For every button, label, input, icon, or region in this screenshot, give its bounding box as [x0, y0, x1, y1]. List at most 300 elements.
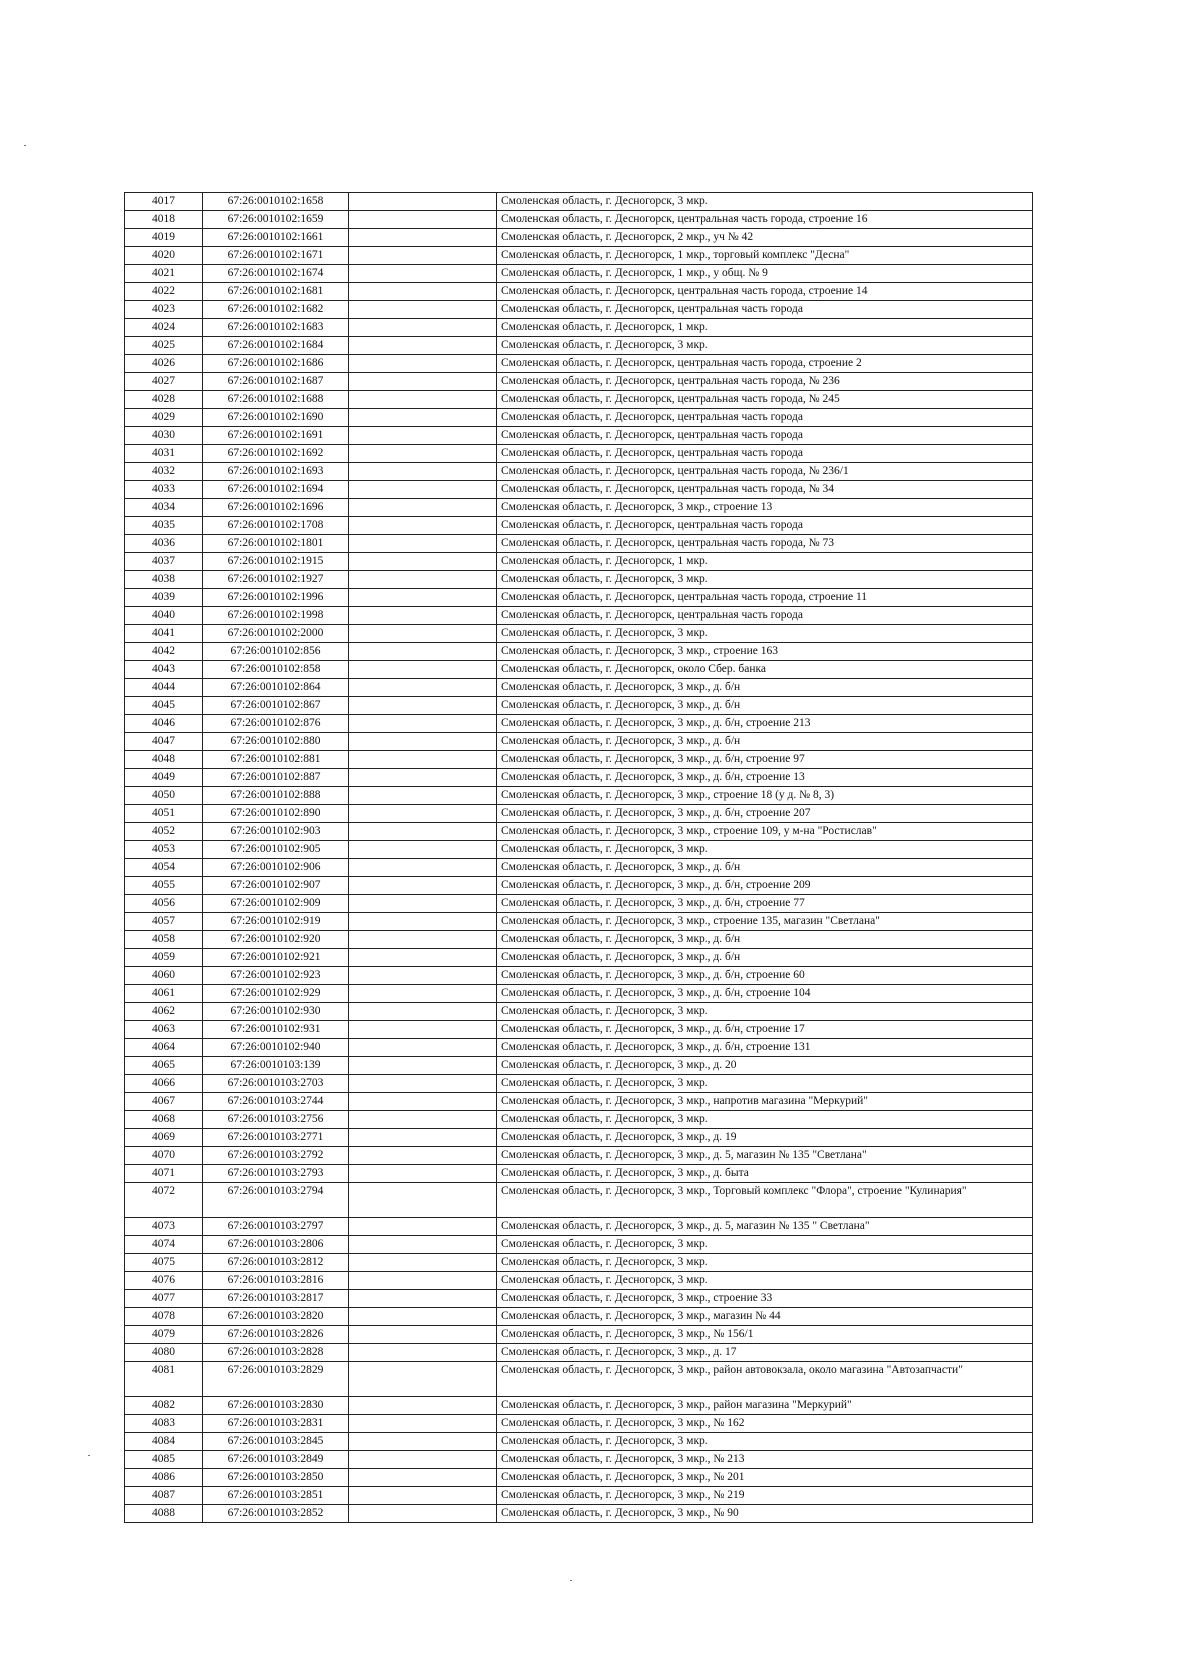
cadastral-number: 67:26:0010102:909: [203, 895, 349, 913]
address: Смоленская область, г. Десногорск, 3 мкр.: [497, 1111, 1033, 1129]
row-number: 4078: [125, 1308, 203, 1326]
table-row: [125, 985, 1033, 1003]
cadastral-number: 67:26:0010103:2797: [203, 1218, 349, 1236]
cadastral-number: 67:26:0010102:931: [203, 1021, 349, 1039]
cadastral-number: 67:26:0010102:888: [203, 787, 349, 805]
row-number: 4082: [125, 1397, 203, 1415]
row-number: 4035: [125, 517, 203, 535]
row-number: 4056: [125, 895, 203, 913]
address: Смоленская область, г. Десногорск, центральная часть города, № 73: [497, 535, 1033, 553]
address: Смоленская область, г. Десногорск, 3 мкр., № 213: [497, 1451, 1033, 1469]
empty-cell: [349, 1469, 497, 1487]
table-row: [125, 553, 1033, 571]
empty-cell: [349, 859, 497, 877]
row-number: 4086: [125, 1469, 203, 1487]
table-row: [125, 427, 1033, 445]
address: Смоленская область, г. Десногорск, центральная часть города, № 236/1: [497, 463, 1033, 481]
row-number: 4050: [125, 787, 203, 805]
cadastral-number: 67:26:0010103:2744: [203, 1093, 349, 1111]
empty-cell: [349, 409, 497, 427]
table-row: [125, 859, 1033, 877]
address: Смоленская область, г. Десногорск, 3 мкр.: [497, 1003, 1033, 1021]
cadastral-number: 67:26:0010103:2826: [203, 1326, 349, 1344]
cadastral-number: 67:26:0010102:1658: [203, 193, 349, 211]
row-number: 4053: [125, 841, 203, 859]
empty-cell: [349, 643, 497, 661]
cadastral-number: 67:26:0010102:856: [203, 643, 349, 661]
row-number: 4037: [125, 553, 203, 571]
row-number: 4080: [125, 1344, 203, 1362]
address: Смоленская область, г. Десногорск, около Сбер. банка: [497, 661, 1033, 679]
row-number: 4062: [125, 1003, 203, 1021]
address: Смоленская область, г. Десногорск, 3 мкр., д. б/н, строение 131: [497, 1039, 1033, 1057]
row-number: 4019: [125, 229, 203, 247]
table-row: [125, 211, 1033, 229]
address: Смоленская область, г. Десногорск, центральная часть города, № 236: [497, 373, 1033, 391]
cadastral-number: 67:26:0010102:1927: [203, 571, 349, 589]
row-number: 4087: [125, 1487, 203, 1505]
address: Смоленская область, г. Десногорск, 3 мкр.: [497, 1272, 1033, 1290]
address: Смоленская область, г. Десногорск, 3 мкр., д. б/н: [497, 697, 1033, 715]
empty-cell: [349, 499, 497, 517]
cadastral-number: 67:26:0010102:923: [203, 967, 349, 985]
table-row: [125, 1129, 1033, 1147]
cadastral-number: 67:26:0010103:2771: [203, 1129, 349, 1147]
address: Смоленская область, г. Десногорск, 3 мкр., магазин № 44: [497, 1308, 1033, 1326]
table-row: [125, 1290, 1033, 1308]
row-number: 4020: [125, 247, 203, 265]
table-row: [125, 1147, 1033, 1165]
table-row: [125, 625, 1033, 643]
empty-cell: [349, 247, 497, 265]
empty-cell: [349, 1111, 497, 1129]
row-number: 4028: [125, 391, 203, 409]
empty-cell: [349, 553, 497, 571]
cadastral-number: 67:26:0010103:2794: [203, 1183, 349, 1218]
cadastral-number: 67:26:0010102:887: [203, 769, 349, 787]
table-row: [125, 589, 1033, 607]
cadastral-number: 67:26:0010102:876: [203, 715, 349, 733]
empty-cell: [349, 1362, 497, 1397]
empty-cell: [349, 301, 497, 319]
row-number: 4067: [125, 1093, 203, 1111]
empty-cell: [349, 715, 497, 733]
row-number: 4055: [125, 877, 203, 895]
empty-cell: [349, 211, 497, 229]
scan-speck: [570, 1580, 572, 1581]
address: Смоленская область, г. Десногорск, 3 мкр., Торговый комплекс "Флора", строение "Кулинария": [497, 1183, 1033, 1218]
row-number: 4083: [125, 1415, 203, 1433]
table-row: [125, 409, 1033, 427]
cadastral-number: 67:26:0010102:1671: [203, 247, 349, 265]
empty-cell: [349, 949, 497, 967]
address: Смоленская область, г. Десногорск, 3 мкр., район магазина "Меркурий": [497, 1397, 1033, 1415]
cadastral-number: 67:26:0010103:2852: [203, 1505, 349, 1523]
address: Смоленская область, г. Десногорск, 3 мкр.: [497, 193, 1033, 211]
empty-cell: [349, 625, 497, 643]
row-number: 4038: [125, 571, 203, 589]
row-number: 4054: [125, 859, 203, 877]
cadastral-number: 67:26:0010102:1690: [203, 409, 349, 427]
address: Смоленская область, г. Десногорск, центральная часть города: [497, 427, 1033, 445]
cadastral-number: 67:26:0010102:930: [203, 1003, 349, 1021]
row-number: 4029: [125, 409, 203, 427]
empty-cell: [349, 1272, 497, 1290]
address: Смоленская область, г. Десногорск, 3 мкр., д. б/н, строение 60: [497, 967, 1033, 985]
empty-cell: [349, 913, 497, 931]
row-number: 4023: [125, 301, 203, 319]
cadastral-number: 67:26:0010103:2830: [203, 1397, 349, 1415]
row-number: 4085: [125, 1451, 203, 1469]
empty-cell: [349, 733, 497, 751]
row-number: 4064: [125, 1039, 203, 1057]
row-number: 4033: [125, 481, 203, 499]
empty-cell: [349, 895, 497, 913]
cadastral-number: 67:26:0010102:1708: [203, 517, 349, 535]
cadastral-number: 67:26:0010102:920: [203, 931, 349, 949]
table-row: [125, 373, 1033, 391]
table-row: [125, 1344, 1033, 1362]
row-number: 4039: [125, 589, 203, 607]
address: Смоленская область, г. Десногорск, 3 мкр., д. б/н, строение 17: [497, 1021, 1033, 1039]
address: Смоленская область, г. Десногорск, 3 мкр., д. 5, магазин № 135 " Светлана": [497, 1218, 1033, 1236]
table-row: [125, 895, 1033, 913]
table-row: [125, 643, 1033, 661]
cadastral-number: 67:26:0010103:2793: [203, 1165, 349, 1183]
cadastral-number: 67:26:0010102:881: [203, 751, 349, 769]
empty-cell: [349, 1254, 497, 1272]
registry-body: [125, 193, 1033, 1523]
empty-cell: [349, 679, 497, 697]
table-row: [125, 445, 1033, 463]
cadastral-number: 67:26:0010102:940: [203, 1039, 349, 1057]
empty-cell: [349, 751, 497, 769]
cadastral-number: 67:26:0010102:1684: [203, 337, 349, 355]
cadastral-number: 67:26:0010102:906: [203, 859, 349, 877]
table-row: [125, 805, 1033, 823]
row-number: 4068: [125, 1111, 203, 1129]
table-row: [125, 823, 1033, 841]
address: Смоленская область, г. Десногорск, 3 мкр., д. б/н, строение 104: [497, 985, 1033, 1003]
row-number: 4049: [125, 769, 203, 787]
table-row: [125, 301, 1033, 319]
empty-cell: [349, 823, 497, 841]
table-row: [125, 337, 1033, 355]
address: Смоленская область, г. Десногорск, центральная часть города: [497, 409, 1033, 427]
empty-cell: [349, 697, 497, 715]
row-number: 4034: [125, 499, 203, 517]
cadastral-number: 67:26:0010102:1692: [203, 445, 349, 463]
table-row: [125, 877, 1033, 895]
address: Смоленская область, г. Десногорск, 3 мкр., д. б/н, строение 207: [497, 805, 1033, 823]
address: Смоленская область, г. Десногорск, 3 мкр.: [497, 841, 1033, 859]
row-number: 4063: [125, 1021, 203, 1039]
row-number: 4065: [125, 1057, 203, 1075]
row-number: 4025: [125, 337, 203, 355]
row-number: 4079: [125, 1326, 203, 1344]
address: Смоленская область, г. Десногорск, 3 мкр., строение 18 (у д. № 8, 3): [497, 787, 1033, 805]
empty-cell: [349, 1021, 497, 1039]
row-number: 4084: [125, 1433, 203, 1451]
table-row: [125, 1415, 1033, 1433]
address: Смоленская область, г. Десногорск, 3 мкр.: [497, 337, 1033, 355]
cadastral-number: 67:26:0010102:907: [203, 877, 349, 895]
row-number: 4073: [125, 1218, 203, 1236]
registry-table: [124, 192, 1033, 1523]
address: Смоленская область, г. Десногорск, 3 мкр., строение 163: [497, 643, 1033, 661]
table-row: [125, 229, 1033, 247]
empty-cell: [349, 1397, 497, 1415]
cadastral-number: 67:26:0010103:2806: [203, 1236, 349, 1254]
address: Смоленская область, г. Десногорск, 3 мкр., д. б/н, строение 209: [497, 877, 1033, 895]
row-number: 4045: [125, 697, 203, 715]
address: Смоленская область, г. Десногорск, центральная часть города, строение 14: [497, 283, 1033, 301]
table-row: [125, 535, 1033, 553]
row-number: 4069: [125, 1129, 203, 1147]
empty-cell: [349, 931, 497, 949]
cadastral-number: 67:26:0010102:1996: [203, 589, 349, 607]
cadastral-number: 67:26:0010102:1683: [203, 319, 349, 337]
cadastral-number: 67:26:0010103:2849: [203, 1451, 349, 1469]
cadastral-number: 67:26:0010103:2851: [203, 1487, 349, 1505]
empty-cell: [349, 589, 497, 607]
empty-cell: [349, 841, 497, 859]
table-row: [125, 607, 1033, 625]
address: Смоленская область, г. Десногорск, 3 мкр., д. 19: [497, 1129, 1033, 1147]
cadastral-number: 67:26:0010102:867: [203, 697, 349, 715]
address: Смоленская область, г. Десногорск, 1 мкр., торговый комплекс "Десна": [497, 247, 1033, 265]
address: Смоленская область, г. Десногорск, центральная часть города, строение 2: [497, 355, 1033, 373]
cadastral-number: 67:26:0010102:1801: [203, 535, 349, 553]
cadastral-number: 67:26:0010102:1661: [203, 229, 349, 247]
empty-cell: [349, 1039, 497, 1057]
table-row: [125, 1326, 1033, 1344]
table-row: [125, 1165, 1033, 1183]
row-number: 4022: [125, 283, 203, 301]
row-number: 4075: [125, 1254, 203, 1272]
table-row: [125, 787, 1033, 805]
table-row: [125, 751, 1033, 769]
empty-cell: [349, 337, 497, 355]
address: Смоленская область, г. Десногорск, 1 мкр., у общ. № 9: [497, 265, 1033, 283]
cadastral-number: 67:26:0010102:1998: [203, 607, 349, 625]
empty-cell: [349, 661, 497, 679]
cadastral-number: 67:26:0010103:2756: [203, 1111, 349, 1129]
table-row: [125, 1075, 1033, 1093]
table-row: [125, 1308, 1033, 1326]
empty-cell: [349, 445, 497, 463]
empty-cell: [349, 787, 497, 805]
address: Смоленская область, г. Десногорск, центральная часть города, строение 11: [497, 589, 1033, 607]
row-number: 4043: [125, 661, 203, 679]
cadastral-number: 67:26:0010103:2703: [203, 1075, 349, 1093]
row-number: 4041: [125, 625, 203, 643]
empty-cell: [349, 1129, 497, 1147]
address: Смоленская область, г. Десногорск, центральная часть города, № 245: [497, 391, 1033, 409]
address: Смоленская область, г. Десногорск, 3 мкр., д. б/н: [497, 931, 1033, 949]
row-number: 4031: [125, 445, 203, 463]
table-row: [125, 247, 1033, 265]
cadastral-number: 67:26:0010102:1681: [203, 283, 349, 301]
cadastral-number: 67:26:0010103:2820: [203, 1308, 349, 1326]
row-number: 4059: [125, 949, 203, 967]
table-row: [125, 1021, 1033, 1039]
empty-cell: [349, 355, 497, 373]
row-number: 4027: [125, 373, 203, 391]
table-row: [125, 283, 1033, 301]
empty-cell: [349, 1183, 497, 1218]
empty-cell: [349, 1147, 497, 1165]
cadastral-number: 67:26:0010102:1682: [203, 301, 349, 319]
address: Смоленская область, г. Десногорск, 3 мкр.: [497, 571, 1033, 589]
row-number: 4077: [125, 1290, 203, 1308]
address: Смоленская область, г. Десногорск, 3 мкр., строение 33: [497, 1290, 1033, 1308]
address: Смоленская область, г. Десногорск, 3 мкр.: [497, 625, 1033, 643]
table-row: [125, 1505, 1033, 1523]
empty-cell: [349, 1165, 497, 1183]
address: Смоленская область, г. Десногорск, 3 мкр.: [497, 1075, 1033, 1093]
cadastral-number: 67:26:0010102:1691: [203, 427, 349, 445]
address: Смоленская область, г. Десногорск, 3 мкр., д. б/н: [497, 733, 1033, 751]
empty-cell: [349, 1505, 497, 1523]
table-row: [125, 1254, 1033, 1272]
table-row: [125, 1111, 1033, 1129]
table-row: [125, 913, 1033, 931]
row-number: 4021: [125, 265, 203, 283]
empty-cell: [349, 265, 497, 283]
table-row: [125, 463, 1033, 481]
row-number: 4036: [125, 535, 203, 553]
table-row: [125, 265, 1033, 283]
cadastral-number: 67:26:0010102:1686: [203, 355, 349, 373]
row-number: 4057: [125, 913, 203, 931]
cadastral-number: 67:26:0010103:2828: [203, 1344, 349, 1362]
table-row: [125, 1451, 1033, 1469]
address: Смоленская область, г. Десногорск, центральная часть города, № 34: [497, 481, 1033, 499]
address: Смоленская область, г. Десногорск, 3 мкр., № 219: [497, 1487, 1033, 1505]
address: Смоленская область, г. Десногорск, 3 мкр., д. 5, магазин № 135 "Светлана": [497, 1147, 1033, 1165]
row-number: 4060: [125, 967, 203, 985]
table-row: [125, 1093, 1033, 1111]
table-row: [125, 1183, 1033, 1218]
row-number: 4017: [125, 193, 203, 211]
cadastral-number: 67:26:0010102:2000: [203, 625, 349, 643]
row-number: 4042: [125, 643, 203, 661]
table-row: [125, 1433, 1033, 1451]
empty-cell: [349, 805, 497, 823]
row-number: 4052: [125, 823, 203, 841]
empty-cell: [349, 229, 497, 247]
row-number: 4074: [125, 1236, 203, 1254]
table-row: [125, 679, 1033, 697]
table-row: [125, 1362, 1033, 1397]
table-row: [125, 1272, 1033, 1290]
empty-cell: [349, 985, 497, 1003]
row-number: 4058: [125, 931, 203, 949]
address: Смоленская область, г. Десногорск, 3 мкр., д. б/н, строение 97: [497, 751, 1033, 769]
cadastral-number: 67:26:0010102:1688: [203, 391, 349, 409]
cadastral-number: 67:26:0010103:139: [203, 1057, 349, 1075]
cadastral-number: 67:26:0010103:2792: [203, 1147, 349, 1165]
address: Смоленская область, г. Десногорск, 3 мкр., д. 20: [497, 1057, 1033, 1075]
table-row: [125, 193, 1033, 211]
cadastral-number: 67:26:0010102:1674: [203, 265, 349, 283]
cadastral-number: 67:26:0010102:1915: [203, 553, 349, 571]
address: Смоленская область, г. Десногорск, 3 мкр., д. б/н, строение 77: [497, 895, 1033, 913]
address: Смоленская область, г. Десногорск, 3 мкр.: [497, 1236, 1033, 1254]
cadastral-number: 67:26:0010102:903: [203, 823, 349, 841]
table-row: [125, 391, 1033, 409]
table-row: [125, 931, 1033, 949]
empty-cell: [349, 1075, 497, 1093]
table-row: [125, 1057, 1033, 1075]
empty-cell: [349, 463, 497, 481]
table-row: [125, 733, 1033, 751]
address: Смоленская область, г. Десногорск, центральная часть города: [497, 301, 1033, 319]
cadastral-number: 67:26:0010103:2829: [203, 1362, 349, 1397]
empty-cell: [349, 1344, 497, 1362]
table-row: [125, 1487, 1033, 1505]
address: Смоленская область, г. Десногорск, 1 мкр.: [497, 553, 1033, 571]
row-number: 4030: [125, 427, 203, 445]
empty-cell: [349, 1326, 497, 1344]
empty-cell: [349, 1415, 497, 1433]
empty-cell: [349, 1290, 497, 1308]
row-number: 4018: [125, 211, 203, 229]
cadastral-number: 67:26:0010102:1694: [203, 481, 349, 499]
empty-cell: [349, 517, 497, 535]
row-number: 4072: [125, 1183, 203, 1218]
row-number: 4032: [125, 463, 203, 481]
row-number: 4047: [125, 733, 203, 751]
empty-cell: [349, 319, 497, 337]
table-row: [125, 841, 1033, 859]
empty-cell: [349, 1487, 497, 1505]
table-row: [125, 661, 1033, 679]
address: Смоленская область, г. Десногорск, 3 мкр., строение 135, магазин "Светлана": [497, 913, 1033, 931]
address: Смоленская область, г. Десногорск, 3 мкр., № 90: [497, 1505, 1033, 1523]
address: Смоленская область, г. Десногорск, 3 мкр., район автовокзала, около магазина "Автозапчасти": [497, 1362, 1033, 1397]
address: Смоленская область, г. Десногорск, 3 мкр., д. 17: [497, 1344, 1033, 1362]
table-row: [125, 1218, 1033, 1236]
table-row: [125, 1003, 1033, 1021]
empty-cell: [349, 1308, 497, 1326]
table-row: [125, 769, 1033, 787]
empty-cell: [349, 967, 497, 985]
cadastral-number: 67:26:0010102:919: [203, 913, 349, 931]
table-row: [125, 1039, 1033, 1057]
cadastral-number: 67:26:0010103:2850: [203, 1469, 349, 1487]
row-number: 4044: [125, 679, 203, 697]
empty-cell: [349, 427, 497, 445]
address: Смоленская область, г. Десногорск, 3 мкр., строение 109, у м-на "Ростислав": [497, 823, 1033, 841]
row-number: 4048: [125, 751, 203, 769]
address: Смоленская область, г. Десногорск, 3 мкр.: [497, 1254, 1033, 1272]
address: Смоленская область, г. Десногорск, 3 мкр., д. б/н: [497, 859, 1033, 877]
cadastral-number: 67:26:0010102:864: [203, 679, 349, 697]
cadastral-number: 67:26:0010102:1696: [203, 499, 349, 517]
empty-cell: [349, 1057, 497, 1075]
row-number: 4076: [125, 1272, 203, 1290]
table-row: [125, 1469, 1033, 1487]
table-row: [125, 1397, 1033, 1415]
address: Смоленская область, г. Десногорск, 3 мкр., напротив магазина "Меркурий": [497, 1093, 1033, 1111]
empty-cell: [349, 769, 497, 787]
address: Смоленская область, г. Десногорск, 3 мкр.: [497, 1433, 1033, 1451]
row-number: 4040: [125, 607, 203, 625]
empty-cell: [349, 283, 497, 301]
cadastral-number: 67:26:0010102:1693: [203, 463, 349, 481]
